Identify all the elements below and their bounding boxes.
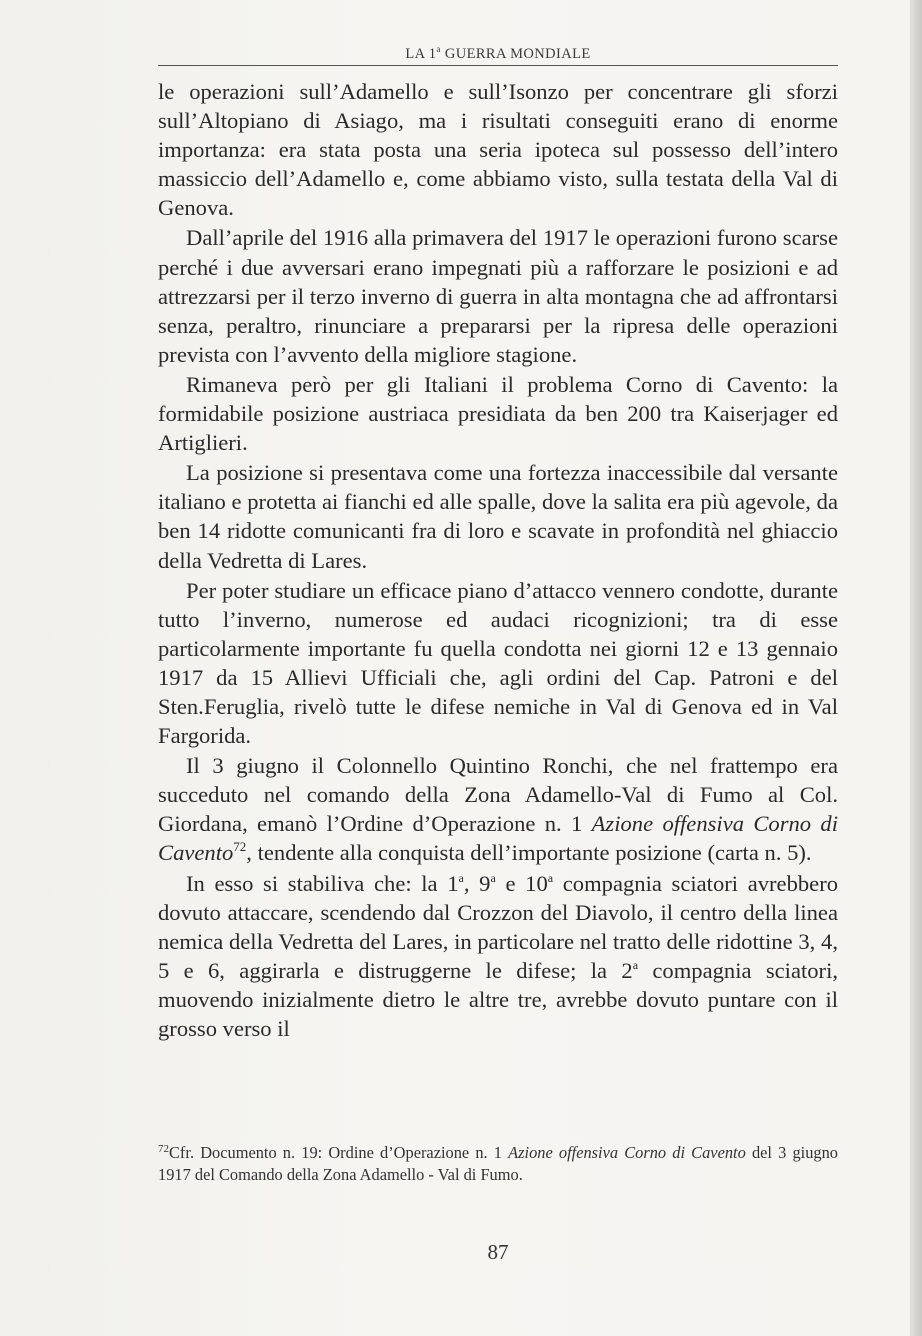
paragraph-7 (158, 869, 838, 1044)
paragraph-6-text: Il 3 giugno il Colonnello Quintino Ronchi, che nel frattempo era succeduto nel comando della Zona Adamello-Val di Fumo al Col. Giordana, emanò l’Ordine d’Operazione n. 1 (158, 753, 838, 837)
running-head (158, 44, 838, 63)
paragraph-6-title: Azione offensiva Corno di Cavento (158, 811, 838, 866)
ordinal-marker: a (547, 870, 554, 885)
footnote-title: Azione offensiva Corno di Cavento (508, 1143, 746, 1162)
footnote-text: Cfr. Documento n. 19: Ordine d’Operazione n. 1 (169, 1143, 509, 1162)
footnote-text-end: del 3 giugno 1917 del Comando della Zona Adamello - Val di Fumo. (158, 1143, 838, 1184)
footnote-72 (158, 1142, 838, 1186)
paragraph-7-text: , 9 (463, 870, 491, 896)
paragraph-3: Rimaneva però per gli Italiani il problema Corno di Cavento: la formidabile posizione austriaca presidiata da ben 200 tra Kaiserjager ed Artiglieri. (158, 371, 838, 456)
running-head-text-rest: GUERRA MONDIALE (440, 45, 591, 62)
paragraph-6 (158, 751, 838, 867)
paragraph-7-text: e 10 (495, 870, 548, 896)
paragraph-7-text: In esso si stabiliva che: la 1 (186, 870, 459, 896)
paragraph-5: Per poter studiare un efficace piano d’attacco vennero condotte, durante tutto l’inverno, numerose ed audaci ricognizioni; tra di esse particolarmente importante fu quella condotta nei giorni 12 e 13 gennaio 1917 da 15 Allievi Ufficiali che, agli ordini del Cap. Patroni e del Sten.Feruglia, rivelò tutte le difese nemiche in Val di Genova ed in Val Fargorida. (158, 577, 838, 749)
page-number: 87 (487, 1240, 509, 1264)
paragraph-2: Dall’aprile del 1916 alla primavera del 1917 le operazioni furono scarse perché i due avversari erano impegnati più a rafforzare le posizioni e ad attrezzarsi per il terzo inverno di guerra in alta montagna che ad affrontarsi senza, peraltro, rinunciare a prepararsi per la ripresa delle operazioni prevista con l’avvento della migliore stagione. (158, 225, 838, 367)
header-rule (158, 65, 838, 66)
main-text (158, 77, 838, 1044)
paragraph-6-text-end: , tendente alla conquista dell’importante posizione (carta n. 5). (246, 840, 812, 866)
ordinal-marker: a (490, 870, 496, 885)
running-head-text: LA 1 (405, 45, 437, 62)
footnote-number: 72 (158, 1143, 169, 1155)
ordinal-marker: a (458, 870, 464, 885)
ordinal-marker: a (632, 957, 639, 972)
running-head-ordinal: a (436, 44, 441, 54)
paragraph-4: La posizione si presentava come una fortezza inaccessibile dal versante italiano e protetta ai fianchi ed alle spalle, dove la salita era più agevole, da ben 14 ridotte comunicanti fra di loro e scavate in profondità nel ghiaccio della Vedretta di Lares. (158, 460, 838, 573)
footnote-ref[interactable]: 72 (233, 839, 247, 855)
paragraph-7-text: compagnia sciatori, muovendo inizialmente dietro le altre tre, avrebbe dovuto puntare con il grosso verso il (158, 957, 839, 1041)
page-edge (910, 0, 922, 1336)
paragraph-1: le operazioni sull’Adamello e sull’Isonzo per concentrare gli sforzi sull’Altopiano di Asiago, ma i risultati conseguiti erano di enorme importanza: era stata posta una seria ipoteca sul possesso dell’intero massiccio dell’Adamello e, come abbiamo visto, sulla testata della Val di Genova. (158, 79, 838, 221)
paragraph-7-text: compagnia sciatori avrebbero dovuto attaccare, scendendo dal Crozzon del Diavolo, il centro della linea nemica della Vedretta del Lares, in particolare nel tratto delle ridottine 3, 4, 5 e 6, aggirarla e distruggerne le difese; la 2 (158, 870, 839, 983)
